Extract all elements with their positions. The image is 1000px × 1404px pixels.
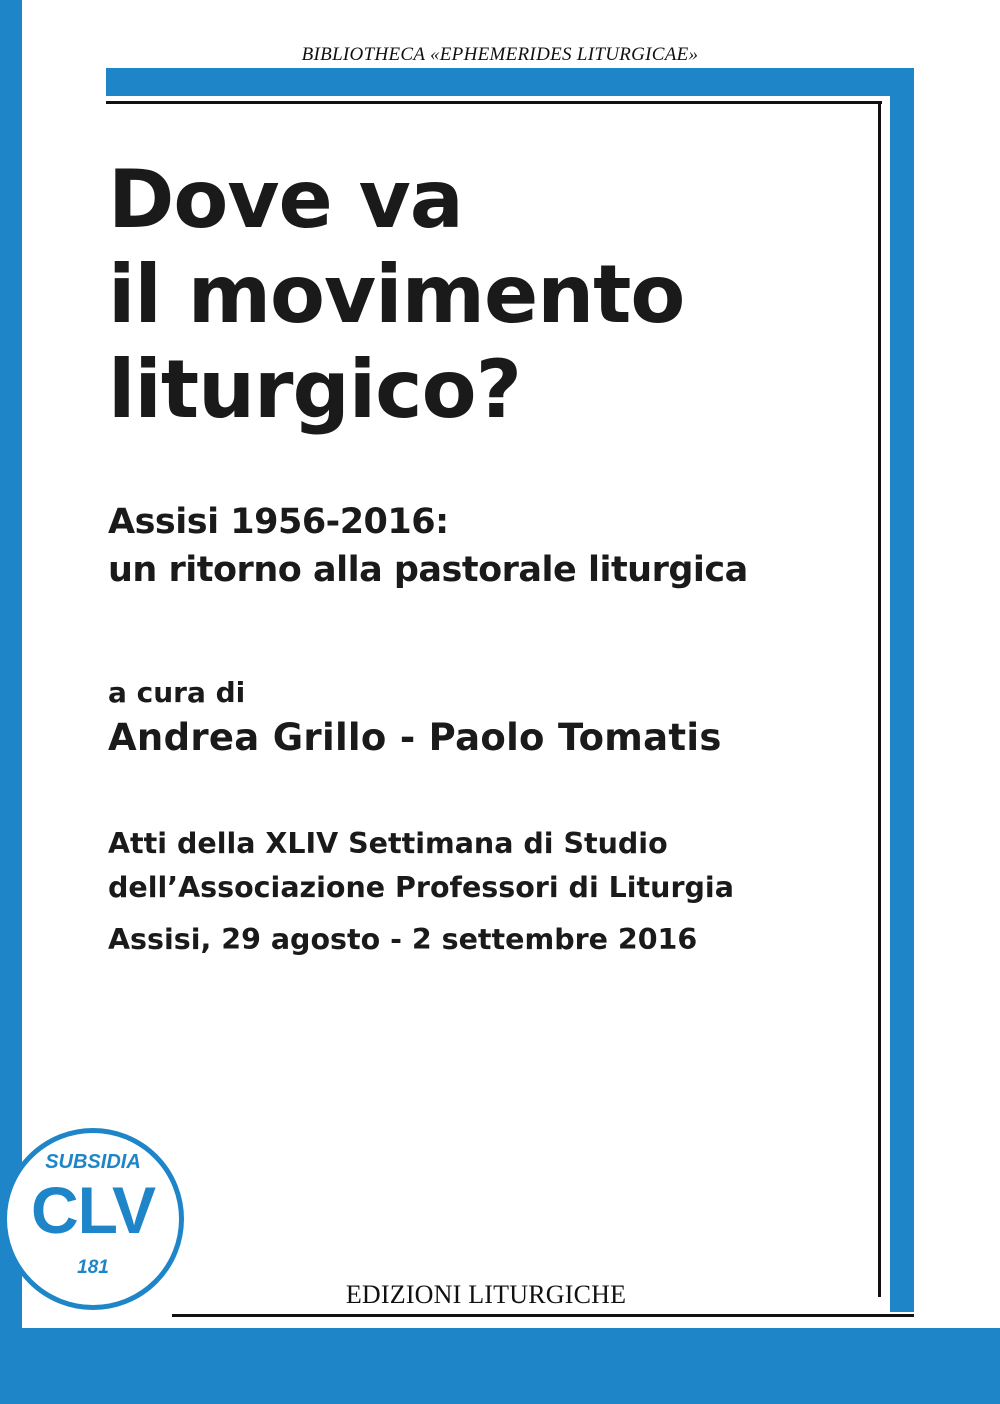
publisher-name: EDIZIONI LITURGICHE — [345, 1280, 627, 1309]
bottom-blue-bar — [0, 1328, 1000, 1404]
title-line-2: il movimento — [108, 248, 685, 341]
book-title — [108, 152, 868, 437]
proceedings-line-2: dell’Associazione Professori di Liturgia — [108, 871, 734, 904]
title-line-1: Dove va — [108, 153, 463, 246]
right-blue-bar — [890, 68, 914, 1312]
series-title: BIBLIOTHECA «EPHEMERIDES LITURGICAE» — [301, 44, 699, 65]
book-subtitle — [108, 498, 868, 594]
badge-subsidia-label: SUBSIDIA — [45, 1151, 141, 1173]
title-line-3: liturgico? — [108, 343, 521, 436]
editor-names: Andrea Grillo - Paolo Tomatis — [108, 716, 722, 759]
series-badge-logo — [2, 1128, 184, 1310]
badge-volume-number: 181 — [77, 1257, 109, 1278]
proceedings-place-date: Assisi, 29 agosto - 2 settembre 2016 — [108, 923, 698, 956]
badge-clv-label: CLV — [30, 1173, 156, 1247]
editor-label: a cura di — [108, 676, 246, 709]
proceedings-info — [108, 822, 868, 962]
bottom-black-rule — [172, 1314, 914, 1317]
subtitle-line-2: un ritorno alla pastorale liturgica — [108, 550, 748, 590]
top-black-rule — [106, 101, 882, 104]
subtitle-line-1: Assisi 1956-2016: — [108, 502, 449, 542]
right-black-rule — [878, 101, 881, 1297]
proceedings-line-1: Atti della XLIV Settimana di Studio — [108, 827, 668, 860]
top-blue-bar — [106, 68, 914, 96]
